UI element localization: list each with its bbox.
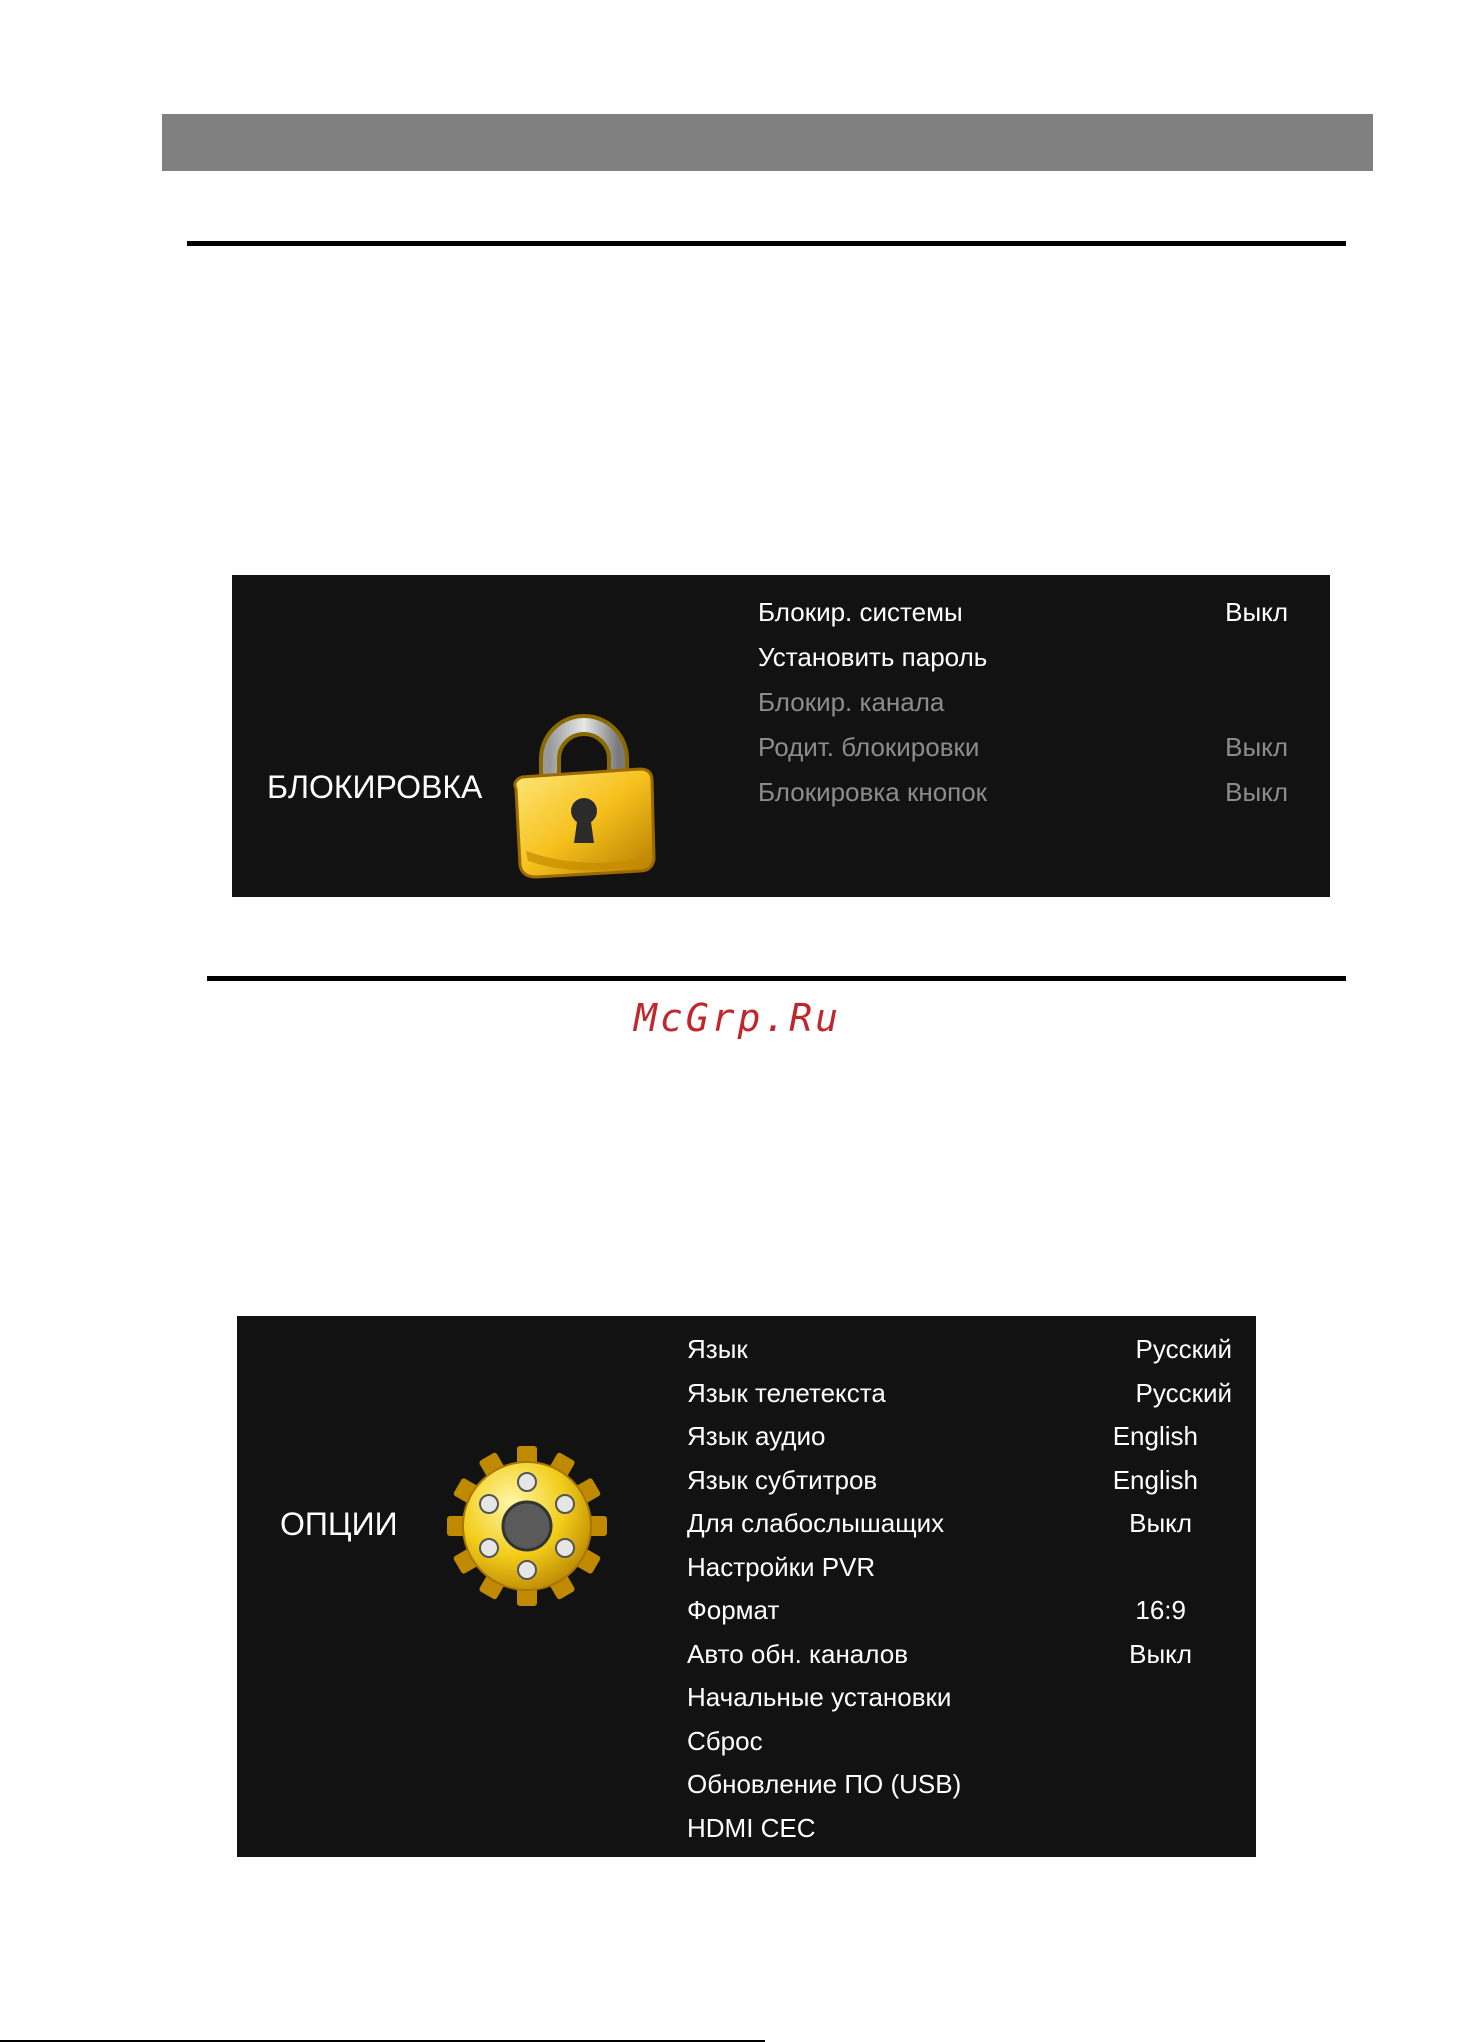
menu-item-value: Выкл (1129, 1508, 1192, 1538)
menu-item-label: Начальные установки (687, 1682, 952, 1712)
menu-item-value: Русский (1135, 1334, 1232, 1364)
options-menu-title: ОПЦИИ (280, 1506, 398, 1542)
menu-item-value: Выкл (1225, 597, 1288, 627)
menu-item-label: Настройки PVR (687, 1552, 876, 1582)
menu-item-label: Блокир. канала (758, 687, 945, 717)
menu-item-value: Русский (1135, 1378, 1232, 1408)
menu-item-label: Установить пароль (758, 642, 988, 672)
section-divider-middle (207, 976, 1346, 981)
gear-icon (442, 1441, 612, 1615)
padlock-icon (502, 711, 662, 885)
options-menu-panel (237, 1316, 1256, 1857)
options-menu-list (687, 1316, 1232, 1857)
menu-item-label: Формат (687, 1595, 780, 1625)
menu-item-label: Язык субтитров (687, 1465, 878, 1495)
menu-item-label: Язык (687, 1334, 748, 1364)
menu-item-value: Выкл (1225, 732, 1288, 762)
section-divider-top (187, 241, 1346, 246)
menu-item-value: Выкл (1225, 777, 1288, 807)
menu-item-value: Выкл (1129, 1639, 1192, 1669)
menu-item-label: Для слабослышащих (687, 1508, 945, 1538)
menu-item-label: Язык телетекста (687, 1378, 886, 1408)
menu-item-label: Сброс (687, 1726, 763, 1756)
watermark: McGrp.Ru (633, 996, 842, 1040)
menu-item-label: Блокировка кнопок (758, 777, 988, 807)
lock-menu-list (758, 575, 1288, 897)
header-bar (162, 114, 1373, 171)
menu-item-value: English (1112, 1421, 1198, 1451)
menu-item-label: Авто обн. каналов (687, 1639, 908, 1669)
lock-menu-title: БЛОКИРОВКА (267, 769, 483, 805)
menu-item-label: Блокир. системы (758, 597, 963, 627)
menu-item-label: Родит. блокировки (758, 732, 980, 762)
menu-item-value: English (1112, 1465, 1198, 1495)
menu-item-value: 16:9 (1135, 1595, 1186, 1625)
menu-item-label: HDMI CEC (687, 1813, 816, 1843)
menu-item-label: Обновление ПО (USB) (687, 1769, 962, 1799)
menu-item-label: Язык аудио (687, 1421, 826, 1451)
lock-menu-panel (232, 575, 1330, 897)
